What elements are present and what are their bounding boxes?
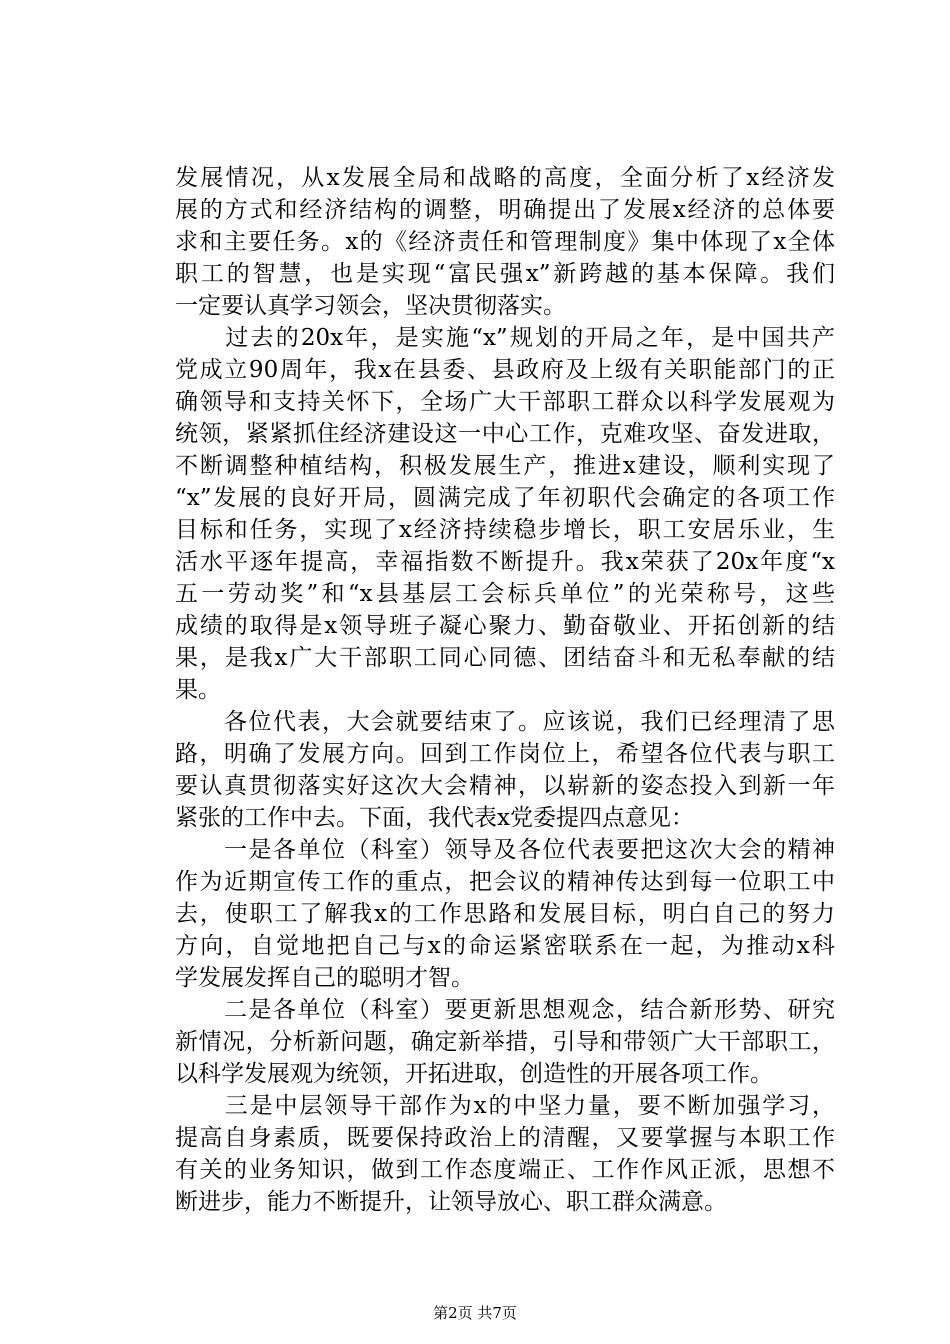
text-line: 求和主要任务。x的《经济责任和管理制度》集中体现了x全体 (175, 229, 835, 255)
text-line: 学发展发挥自己的聪明才智。 (175, 965, 474, 991)
page-footer: 第2页 共7页 (433, 1304, 517, 1322)
text-line: 一定要认真学习领会，坚决贯彻落实。 (175, 293, 566, 319)
text-line: 一是各单位（科室）领导及各位代表要把这次大会的精神 (175, 837, 835, 863)
text-line: 职工的智慧，也是实现“富民强x”新跨越的基本保障。我们 (175, 261, 835, 287)
text-line: 五一劳动奖”和“x县基层工会标兵单位”的光荣称号，这些 (175, 581, 835, 607)
text-line: 紧张的工作中去。下面，我代表x党委提四点意见： (175, 805, 694, 831)
text-line: 有关的业务知识，做到工作态度端正、工作作风正派，思想不 (175, 1157, 835, 1183)
text-line: 断进步，能力不断提升，让领导放心、职工群众满意。 (175, 1189, 727, 1215)
text-line: 果，是我x广大干部职工同心同德、团结奋斗和无私奉献的结 (175, 645, 835, 671)
text-line: 各位代表，大会就要结束了。应该说，我们已经理清了思 (175, 709, 835, 735)
text-line: 以科学发展观为统领，开拓进取，创造性的开展各项工作。 (175, 1061, 773, 1087)
text-line: 确领导和支持关怀下，全场广大干部职工群众以科学发展观为 (175, 389, 835, 415)
text-line: 目标和任务，实现了x经济持续稳步增长，职工安居乐业，生 (175, 517, 835, 543)
text-line: 发展情况，从x发展全局和战略的高度，全面分析了x经济发 (175, 165, 835, 191)
text-line: 作为近期宣传工作的重点，把会议的精神传达到每一位职工中 (175, 869, 835, 895)
text-line: “x”发展的良好开局，圆满完成了年初职代会确定的各项工作 (175, 485, 835, 511)
text-line: 过去的20x年，是实施“x”规划的开局之年，是中国共产 (175, 325, 835, 351)
text-line: 三是中层领导干部作为x的中坚力量，要不断加强学习， (175, 1093, 835, 1119)
text-line: 果。 (175, 677, 221, 703)
text-line: 新情况，分析新问题，确定新举措，引导和带领广大干部职工， (175, 1029, 835, 1055)
text-line: 不断调整种植结构，积极发展生产，推进x建设，顺利实现了 (175, 453, 835, 479)
text-line: 去，使职工了解我x的工作思路和发展目标，明白自己的努力 (175, 901, 835, 927)
text-line: 要认真贯彻落实好这次大会精神，以崭新的姿态投入到新一年 (175, 773, 835, 799)
text-line: 统领，紧紧抓住经济建设这一中心工作，克难攻坚、奋发进取， (175, 421, 835, 447)
text-line: 提高自身素质，既要保持政治上的清醒，又要掌握与本职工作 (175, 1125, 835, 1151)
text-line: 活水平逐年提高，幸福指数不断提升。我x荣获了20x年度“x (175, 549, 835, 575)
text-line: 成绩的取得是x领导班子凝心聚力、勤奋敬业、开拓创新的结 (175, 613, 835, 639)
text-line: 党成立90周年，我x在县委、县政府及上级有关职能部门的正 (175, 357, 835, 383)
text-line: 二是各单位（科室）要更新思想观念，结合新形势、研究 (175, 997, 835, 1023)
text-line: 路，明确了发展方向。回到工作岗位上，希望各位代表与职工 (175, 741, 835, 767)
document-body (175, 162, 835, 1218)
text-line: 展的方式和经济结构的调整，明确提出了发展x经济的总体要 (175, 197, 835, 223)
text-line: 方向，自觉地把自己与x的命运紧密联系在一起，为推动x科 (175, 933, 835, 959)
